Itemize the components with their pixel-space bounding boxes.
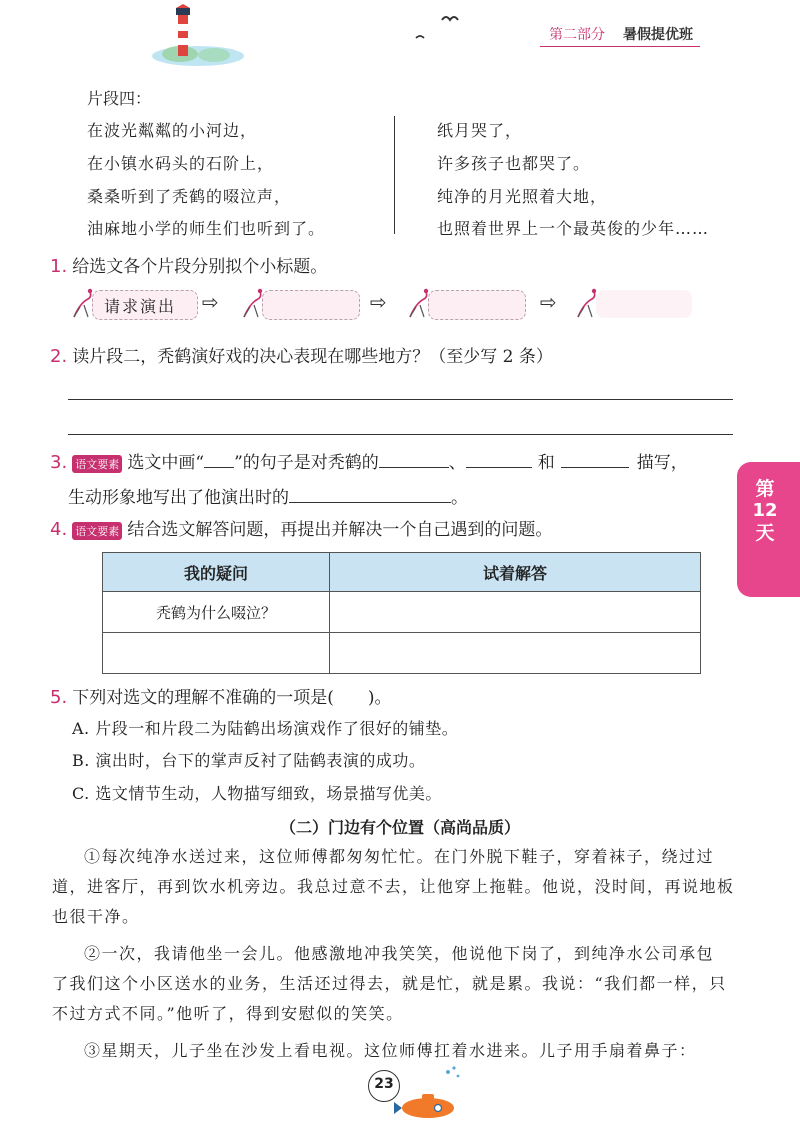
poem-right-line: 纸月哭了， (437, 121, 523, 140)
arrow-icon: ⇨ (202, 290, 219, 314)
poem-right-line: 也照着世界上一个最英俊的少年…… (437, 219, 710, 238)
question-number: 3. (50, 452, 68, 473)
side-tab-char: 12 (752, 500, 778, 521)
title-answer-box[interactable] (596, 290, 692, 318)
qa-table (102, 552, 701, 674)
side-tab-char: 第 (755, 478, 775, 500)
paragraph-line: 道，进客厅，再到饮水机旁边。我总过意不去，让他穿上拖鞋。他说，没时间，再说地板 (52, 877, 735, 896)
table-answer-cell[interactable] (330, 633, 701, 674)
answer-blank[interactable] (289, 502, 451, 503)
poem-label: 片段四： (87, 89, 152, 108)
poem-divider (394, 116, 395, 234)
question-2 (50, 342, 553, 367)
choice-option-a[interactable]: A. 片段一和片段二为陆鹤出场演戏作了很好的铺垫。 (72, 719, 459, 738)
day-side-tab-label (745, 478, 785, 544)
side-tab-char: 天 (755, 522, 775, 544)
question-text: 。 (451, 488, 468, 508)
question-number: 4. (50, 519, 68, 540)
question-text: 读片段二，秃鹤演好戏的决心表现在哪些地方？（至少写 2 条） (72, 347, 553, 367)
passage-paragraph (52, 939, 742, 1029)
page-number: 23 (374, 1076, 394, 1092)
table-header-cell: 试着解答 (330, 553, 701, 592)
poem-right-line: 纯净的月光照着大地， (437, 187, 608, 206)
answer-blank[interactable] (379, 467, 449, 468)
question-number: 5. (50, 687, 68, 708)
arrow-icon: ⇨ (540, 290, 557, 314)
question-1 (50, 252, 327, 277)
question-text: 和 (537, 453, 555, 473)
underline-sample (204, 467, 234, 468)
poem-left-line: 在小镇水码头的石阶上， (87, 154, 275, 173)
question-5 (50, 683, 392, 708)
question-text: 、 (448, 453, 466, 473)
submarine-icon (388, 1064, 478, 1124)
paragraph-line: ②一次，我请他坐一会儿。他感激地冲我笑笑，他说他下岗了，到纯净水公司承包 (84, 944, 715, 963)
table-row (103, 592, 701, 633)
table-row (103, 633, 701, 674)
answer-line[interactable] (68, 399, 733, 400)
question-text: 生动形象地写出了他演出时的 (68, 488, 289, 508)
question-3-cont (68, 483, 468, 508)
title-answer-box[interactable] (262, 290, 360, 320)
table-answer-cell[interactable] (330, 592, 701, 633)
paragraph-line: 不过方式不同。”他听了，得到安慰似的笑笑。 (52, 1004, 404, 1023)
question-text: 下列对选文的理解不准确的一项是( )。 (72, 688, 392, 708)
question-text: 结合选文解答问题，再提出并解决一个自己遇到的问题。 (127, 520, 553, 540)
question-number: 2. (50, 346, 68, 367)
passage-paragraph (52, 842, 742, 932)
table-answer-cell[interactable] (103, 633, 330, 674)
table-header-cell: 我的疑问 (103, 553, 330, 592)
paragraph-line: ③星期天，儿子坐在沙发上看电视。这位师傅扛着水进来。儿子用手扇着鼻子： (84, 1041, 697, 1060)
poem-right-line: 许多孩子也都哭了。 (437, 154, 591, 173)
paragraph-line: 也很干净。 (52, 907, 140, 926)
header-title: 暑假提优班 (623, 27, 693, 43)
question-text: ”的句子是对秃鹤的 (234, 453, 379, 473)
paragraph-line: ①每次纯净水送过来，这位师傅都匆匆忙忙。在门外脱下鞋子，穿着袜子，绕过过 (84, 847, 715, 866)
birds-icon (414, 8, 464, 48)
question-text: 描写， (636, 453, 688, 473)
yuwen-yaosu-tag: 语文要素 (72, 522, 122, 540)
choice-option-c[interactable]: C. 选文情节生动，人物描写细致，场景描写优美。 (72, 784, 442, 803)
question-text: 选文中画“ (127, 453, 205, 473)
header-rule (540, 46, 700, 47)
question-3 (50, 448, 688, 473)
poem-left-line: 油麻地小学的师生们也听到了。 (87, 219, 326, 238)
question-4 (50, 515, 552, 540)
header-section-label: 第二部分 (549, 27, 605, 43)
arrow-icon: ⇨ (370, 290, 387, 314)
question-text: 给选文各个片段分别拟个小标题。 (72, 257, 328, 277)
poem-left-line: 桑桑听到了秃鹤的啜泣声， (87, 187, 292, 206)
choice-option-b[interactable]: B. 演出时，台下的掌声反衬了陆鹤表演的成功。 (72, 751, 426, 770)
passage-title: （二）门边有个位置（高尚品质） (279, 818, 520, 837)
answer-blank[interactable] (561, 467, 629, 468)
table-header-row (103, 553, 701, 592)
lighthouse-illustration (148, 4, 248, 66)
poem-left-line: 在波光粼粼的小河边， (87, 121, 258, 140)
title-answer-box[interactable] (428, 290, 526, 320)
table-cell: 秃鹤为什么啜泣？ (103, 592, 330, 633)
answer-blank[interactable] (466, 467, 532, 468)
question-number: 1. (50, 256, 68, 277)
yuwen-yaosu-tag: 语文要素 (72, 455, 122, 473)
title-chip-text: 请求演出 (104, 297, 177, 316)
answer-line[interactable] (68, 434, 733, 435)
paragraph-line: 了我们这个小区送水的业务，生活还过得去，就是忙，就是累。我说：“我们都一样，只 (52, 974, 727, 993)
passage-paragraph (52, 1036, 752, 1066)
